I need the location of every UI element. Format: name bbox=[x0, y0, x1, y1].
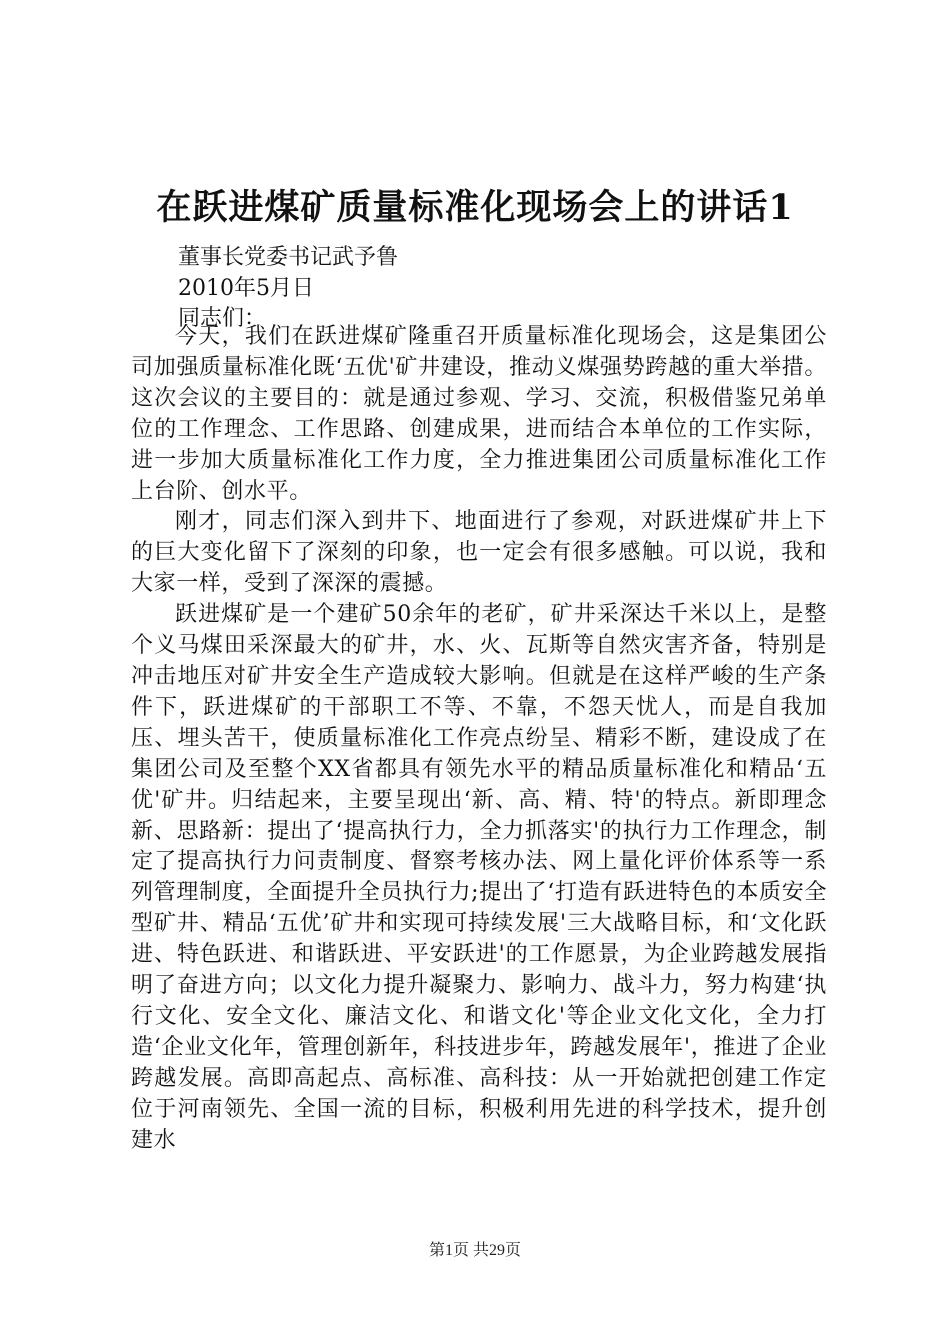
paragraph-3: 跃进煤矿是一个建矿50余年的老矿，矿井采深达千米以上，是整个义马煤田采深最大的矿井，水、火、瓦斯等自然灾害齐备，特别是冲击地压对矿井安全生产造成较大影响。但就是在这样严峻的生产条件下，跃进煤矿的干部职工不等、不靠，不怨天忧人，而是自我加压、埋头苦干，使质量标准化工作亮点纷呈、精彩不断，建设成了在集团公司及至整个XX省都具有领先水平的精品质量标准化和精品‘五优'矿井。归结起来，主要呈现出‘新、高、精、特'的特点。新即理念新、思路新：提出了‘提高执行力，全力抓落实'的执行力工作理念，制定了提高执行力问责制度、督察考核办法、网上量化评价体系等一系列管理制度，全面提升全员执行力;提出了‘打造有跃进特色的本质安全型矿井、精品‘五优’矿井和实现可持续发展'三大战略目标，和‘文化跃进、特色跃进、和谐跃进、平安跃进'的工作愿景，为企业跨越发展指明了奋进方向；以文化力提升凝聚力、影响力、战斗力，努力构建‘执行文化、安全文化、廉洁文化、和谐文化'等企业文化文化，全力打造‘企业文化年，管理创新年，科技进步年，跨越发展年'，推进了企业跨越发展。高即高起点、高标准、高科技：从一开始就把创建工作定位于河南领先、全国一流的目标，积极利用先进的科学技术，提升创建水 bbox=[131, 602, 827, 1153]
document-title: 在跃进煤矿质量标准化现场会上的讲话1 bbox=[156, 187, 794, 228]
page-footer: 第1页 共29页 bbox=[428, 1242, 521, 1259]
speaker-line: 董事长党委书记武予鲁 bbox=[178, 245, 399, 270]
paragraph-1: 今天，我们在跃进煤矿隆重召开质量标准化现场会，这是集团公司加强质量标准化既‘五优'矿井建设，推动义煤强势跨越的重大举措。这次会议的主要目的：就是通过参观、学习、交流，积极借鉴兄弟单位的工作理念、工作思路、创建成果，进而结合本单位的工作实际，进一步加大质量标准化工作力度，全力推进集团公司质量标准化工作上台阶、创水平。 bbox=[131, 324, 827, 504]
paragraph-2: 刚才，同志们深入到井下、地面进行了参观，对跃进煤矿井上下的巨大变化留下了深刻的印象，也一定会有很多感触。可以说，我和大家一样，受到了深深的震撼。 bbox=[131, 509, 827, 597]
date-line: 2010年5月日 bbox=[178, 276, 314, 301]
document-body bbox=[131, 322, 827, 1156]
salutation: 同志们： bbox=[178, 306, 267, 331]
